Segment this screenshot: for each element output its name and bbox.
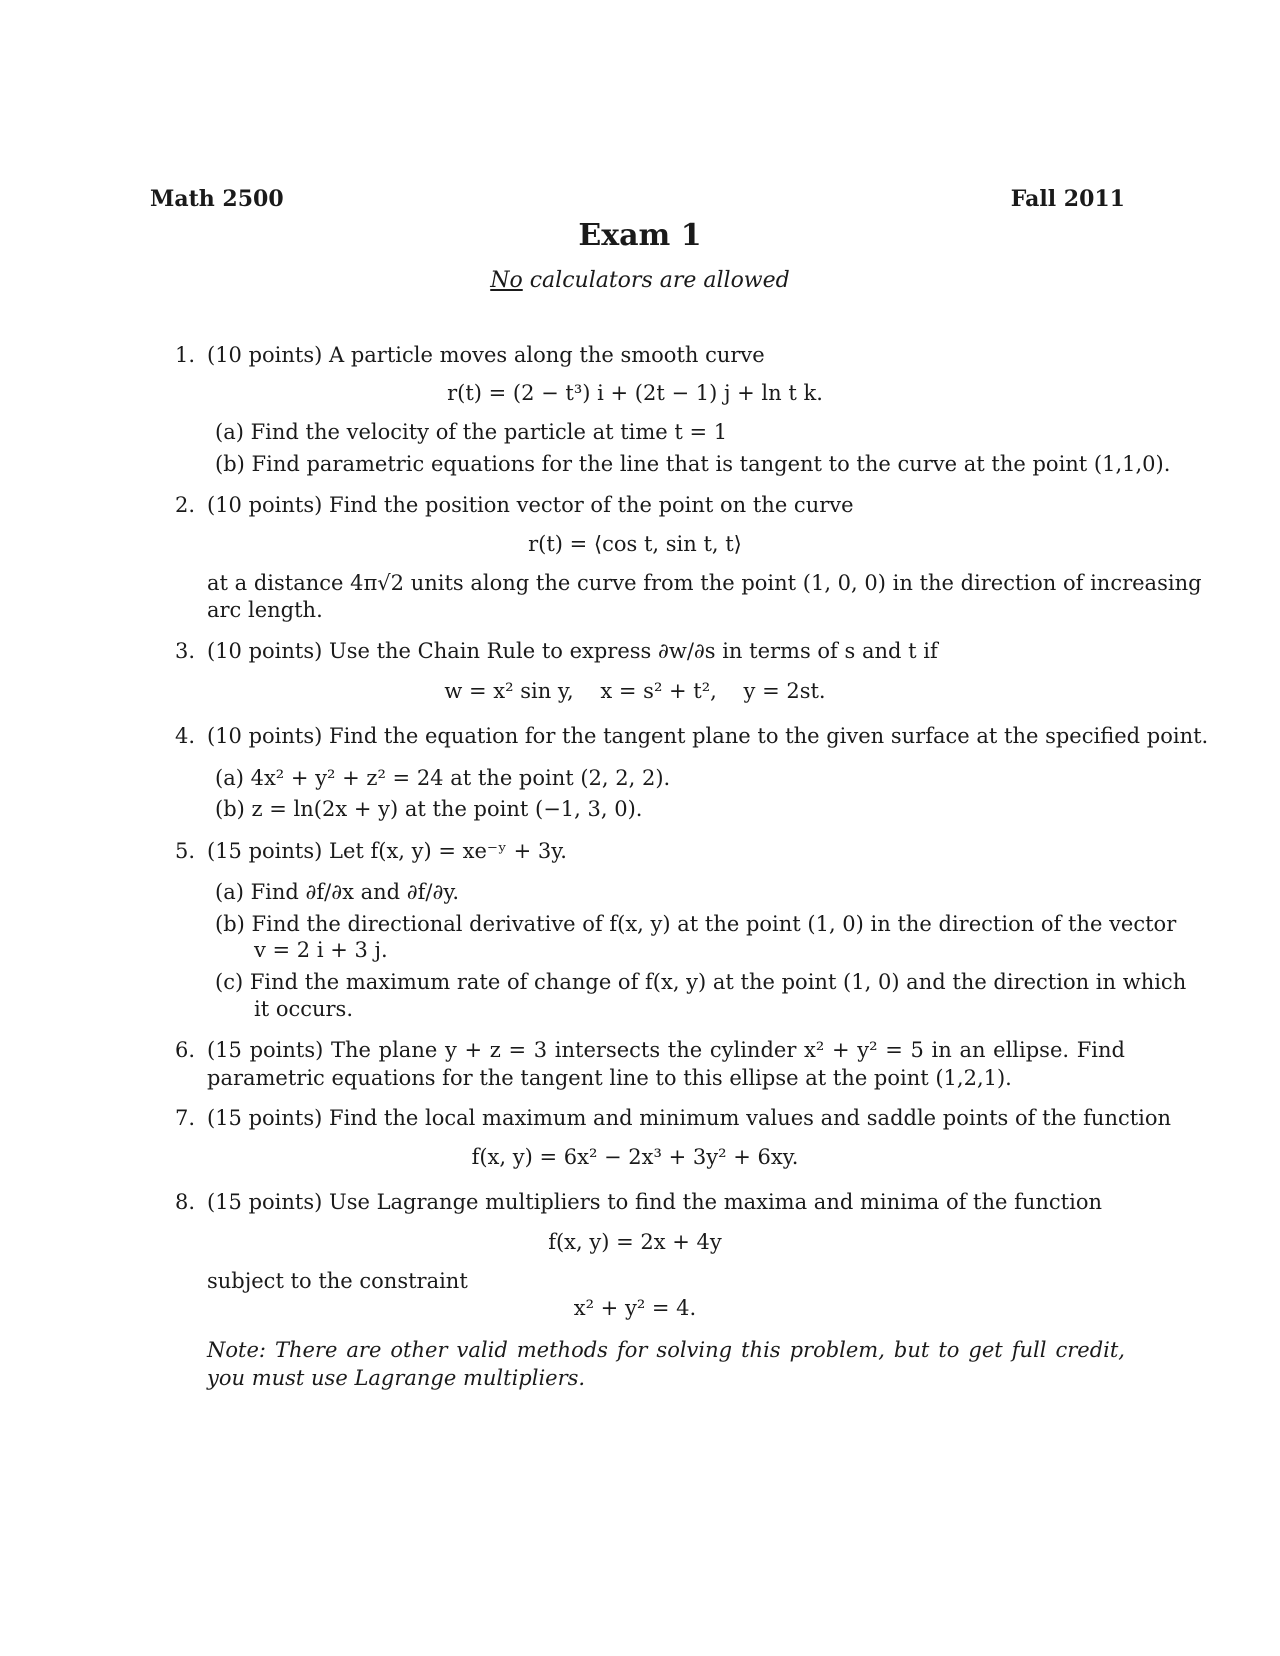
problem-8-constraint: x² + y² = 4. (573, 1296, 697, 1320)
part-text: Find the velocity of the particle at time t = 1 (250, 420, 728, 444)
part-label: (b) (215, 912, 245, 936)
problem-8-number: 8. (175, 1190, 196, 1214)
exam-title: Exam 1 (578, 218, 702, 253)
part-text: Find parametric equations for the line that is tangent to the curve at the point (1,1,0). (251, 452, 1171, 476)
term: Fall 2011 (1010, 186, 1125, 212)
subtitle-emphasis: No (490, 268, 523, 293)
problem-2-equation: r(t) = ⟨cos t, sin t, t⟩ (528, 532, 742, 556)
course-name: Math 2500 (150, 186, 284, 212)
problem-3-stem: (10 points) Use the Chain Rule to express ∂w/∂s in terms of s and t if (207, 639, 938, 663)
problem-1-part-b (215, 450, 1170, 478)
problem-6-number: 6. (175, 1038, 196, 1062)
problem-7-equation: f(x, y) = 6x² − 2x³ + 3y² + 6xy. (471, 1145, 799, 1169)
problem-5-part-c-continued: it occurs. (254, 997, 354, 1021)
problem-4-part-b (215, 795, 642, 823)
problem-2-stem: (10 points) Find the position vector of the point on the curve (207, 493, 854, 517)
problem-7-stem: (15 points) Find the local maximum and minimum values and saddle points of the function (207, 1106, 1172, 1130)
problem-1-part-a (215, 418, 727, 446)
problem-3-number: 3. (175, 639, 196, 663)
part-text: Find ∂f/∂x and ∂f/∂y. (250, 880, 460, 904)
part-label: (b) (215, 797, 245, 821)
problem-5-part-b (215, 910, 1176, 938)
exam-subtitle (0, 268, 1280, 293)
problem-5-part-a (215, 878, 459, 906)
problem-5-stem: (15 points) Let f(x, y) = xe⁻ʸ + 3y. (207, 839, 567, 863)
problem-2-number: 2. (175, 493, 196, 517)
part-label: (a) (215, 420, 244, 444)
problem-4-number: 4. (175, 724, 196, 748)
problem-8-note: Note: There are other valid methods for solving this problem, but to get full credit, you must use Lagrange multipliers. (207, 1338, 1125, 1390)
problem-3-equation: w = x² sin y, x = s² + t², y = 2st. (444, 679, 826, 703)
problem-5-part-c (215, 968, 1186, 996)
problem-4-stem: (10 points) Find the equation for the tangent plane to the given surface at the specified point. (207, 724, 1209, 748)
part-label: (a) (215, 880, 244, 904)
part-text: 4x² + y² + z² = 24 at the point (2, 2, 2). (250, 766, 671, 790)
problem-1-number: 1. (175, 343, 196, 367)
part-label: (b) (215, 452, 245, 476)
problem-1-equation: r(t) = (2 − t³) i + (2t − 1) j + ln t k. (447, 381, 823, 405)
problem-8-constraint-label: subject to the constraint (207, 1269, 468, 1293)
problem-7-number: 7. (175, 1106, 196, 1130)
problem-5-part-b-continued: v = 2 i + 3 j. (254, 938, 388, 962)
part-label: (a) (215, 766, 244, 790)
subtitle-text: calculators are allowed (522, 268, 790, 293)
part-text: z = ln(2x + y) at the point (−1, 3, 0). (251, 797, 643, 821)
problem-6-stem: (15 points) The plane y + z = 3 intersects the cylinder x² + y² = 5 in an ellipse. Find parametric equations for the tangent line to this ellipse at the point (1,2,1). (207, 1038, 1125, 1090)
problem-4-part-a (215, 764, 670, 792)
problem-2-continuation-2: arc length. (207, 598, 323, 622)
problem-1-stem: (10 points) A particle moves along the smooth curve (207, 343, 765, 367)
part-label: (c) (215, 970, 244, 994)
problem-8-equation: f(x, y) = 2x + 4y (548, 1230, 722, 1254)
part-text: Find the maximum rate of change of f(x, y) at the point (1, 0) and the direction in which (249, 970, 1187, 994)
problem-5-number: 5. (175, 839, 196, 863)
problem-8-stem: (15 points) Use Lagrange multipliers to find the maxima and minima of the function (207, 1190, 1103, 1214)
problem-2-continuation: at a distance 4π√2 units along the curve from the point (1, 0, 0) in the direction of increasing (207, 571, 1202, 595)
part-text: Find the directional derivative of f(x, y) at the point (1, 0) in the direction of the vector (251, 912, 1177, 936)
